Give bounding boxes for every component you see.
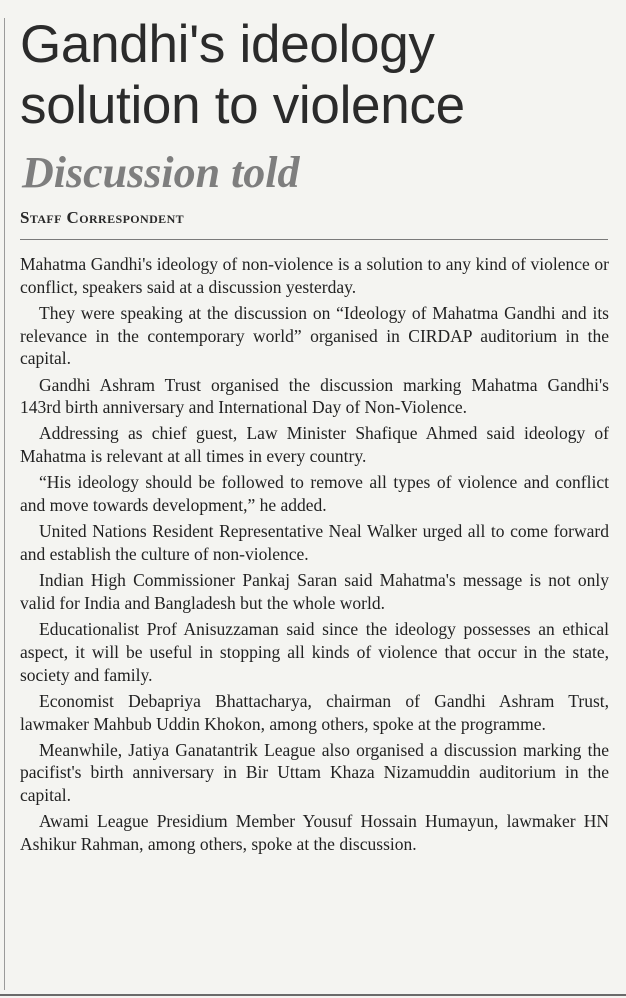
paragraph: Economist Debapriya Bhattacharya, chairman of Gandhi Ashram Trust, lawmaker Mahbub Uddin Khokon, among others, spoke at the programme. <box>20 690 609 734</box>
byline-divider <box>20 239 608 240</box>
paragraph: Indian High Commissioner Pankaj Saran said Mahatma's message is not only valid for India and Bangladesh but the whole world. <box>20 570 609 613</box>
column-left-rule <box>4 18 5 990</box>
paragraph: Meanwhile, Jatiya Ganatantrik League also organised a discussion marking the pacifist's birth anniversary in Bir Uttam Khaza Nizamuddin auditorium in the capital. <box>20 739 609 806</box>
article-subhead: Discussion told <box>22 148 300 197</box>
paragraph: “His ideology should be followed to remove all types of violence and conflict and move towards development,” he added. <box>20 472 609 516</box>
paragraph: Mahatma Gandhi's ideology of non-violence is a solution to any kind of violence or conflict, speakers said at a discussion yesterday. <box>20 254 609 297</box>
paragraph: Addressing as chief guest, Law Minister Shafique Ahmed said ideology of Mahatma is relevant at all times in every country. <box>20 423 609 467</box>
bottom-divider <box>0 994 626 996</box>
byline-text: Staff Correspondent <box>20 208 185 227</box>
article-body <box>20 253 609 859</box>
paragraph: They were speaking at the discussion on “Ideology of Mahatma Gandhi and its relevance in the contemporary world” organised in CIRDAP auditorium in the capital. <box>20 302 609 369</box>
paragraph: Gandhi Ashram Trust organised the discussion marking Mahatma Gandhi's 143rd birth anniversary and International Day of Non-Violence. <box>20 374 609 418</box>
paragraph: United Nations Resident Representative Neal Walker urged all to come forward and establish the culture of non-violence. <box>20 521 609 565</box>
paragraph: Educationalist Prof Anisuzzaman said since the ideology possesses an ethical aspect, it will be useful in stopping all kinds of violence that occur in the state, society and family. <box>20 619 609 685</box>
byline <box>20 208 184 228</box>
article-headline: Gandhi's ideology solution to violence <box>20 15 465 135</box>
paragraph: Awami League Presidium Member Yousuf Hossain Humayun, lawmaker HN Ashikur Rahman, among others, spoke at the discussion. <box>20 811 609 855</box>
